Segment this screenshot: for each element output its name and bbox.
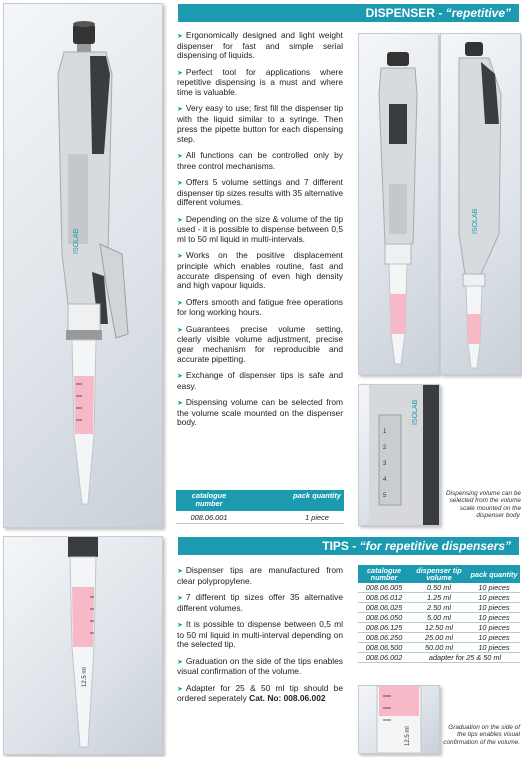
- feature-item: ➤ Adapter for 25 & 50 ml tip should be ordered seperately Cat. No: 008.06.002: [177, 682, 343, 704]
- feature-item: ➤ Offers 5 volume settings and 7 different dispenser tip sizes results with 35 alternative different volumes.: [177, 176, 343, 208]
- scale-mark: 2: [383, 445, 387, 451]
- graduation-illustration: [359, 686, 439, 753]
- dispenser-side-illustration: [441, 34, 520, 374]
- graduation-caption: Graduation on the side of the tips enables visual confirmation of the volume.: [443, 724, 520, 746]
- arrow-icon: ➤: [177, 179, 183, 187]
- adapter-catalogue-number: Cat. No: 008.06.002: [249, 693, 326, 704]
- tips-subtitle: “for repetitive dispensers”: [359, 539, 511, 553]
- table-row: 008.06.125 12.50 ml 10 pieces: [358, 622, 520, 632]
- dispenser-side-photo: [440, 33, 521, 375]
- volume-scale-caption: Dispensing volume can be selected from the volume scale mounted on the dispenser body.: [446, 490, 521, 520]
- feature-item: ➤ Works on the positive displacement principle which enables routine, fast and accurate dispensing of even high density and high vapour liquids.: [177, 250, 343, 291]
- table-row: 008.06.500 50.00 ml 10 pieces: [358, 643, 520, 653]
- dispenser-front-illustration: [359, 34, 438, 374]
- tip-volume-header: dispenser tip volume: [410, 565, 468, 583]
- feature-item: ➤ Depending on the size & volume of the tip used - it is possible to dispense between 0,5 ml to 50 ml liquid in multi-intervals.: [177, 213, 343, 244]
- tips-table-header: [358, 565, 520, 583]
- feature-item: ➤ It is possible to dispense between 0,5 ml to 50 ml liquid in multi-interval depending on the selected tip.: [177, 619, 343, 650]
- arrow-icon: ➤: [177, 253, 183, 261]
- scale-mark: 1: [383, 429, 387, 435]
- arrow-icon: ➤: [177, 568, 183, 575]
- table-row: 008.06.025 2.50 ml 10 pieces: [358, 602, 520, 612]
- dispenser-front-photo: [358, 33, 439, 375]
- adapter-row: 008.06.002 adapter for 25 & 50 ml: [358, 653, 520, 663]
- scale-mark: 5: [383, 493, 387, 499]
- arrow-icon: ➤: [177, 622, 183, 629]
- feature-item: ➤ Dispenser tips are manufactured from clear polypropylene.: [177, 565, 343, 586]
- arrow-icon: ➤: [177, 400, 183, 408]
- feature-item: ➤ Guarantees precise volume setting, clearly visible volume adjustment, precise gear mechanism for reproducible and accurate pipetting.: [177, 323, 343, 364]
- arrow-icon: ➤: [177, 33, 183, 40]
- catalogue-number: 008.06.001: [190, 513, 228, 522]
- arrow-icon: ➤: [177, 152, 183, 160]
- arrow-icon: ➤: [177, 216, 183, 224]
- feature-item: ➤ All functions can be controlled only by three control mechanisms.: [177, 149, 343, 171]
- tips-title: TIPS -: [322, 539, 360, 553]
- graduation-tip-label: 12.5 ml: [405, 726, 411, 746]
- arrow-icon: ➤: [177, 595, 183, 602]
- dispenser-title: DISPENSER -: [365, 6, 446, 20]
- tips-header: [178, 537, 519, 555]
- dispenser-illustration: [4, 4, 162, 527]
- arrow-icon: ➤: [177, 69, 183, 77]
- pack-quantity-header: pack quantity: [293, 491, 341, 500]
- pack-quantity: 1 piece: [305, 513, 329, 522]
- tip-volume-label: 12.5 ml: [82, 667, 88, 687]
- arrow-icon: ➤: [177, 373, 183, 381]
- table-row: 008.06.050 5.00 ml 10 pieces: [358, 612, 520, 622]
- side-brand-logo: ISOLAB: [472, 208, 479, 234]
- pack-quantity-header: pack quantity: [468, 565, 520, 583]
- graduation-photo: [358, 685, 440, 754]
- arrow-icon: ➤: [177, 299, 183, 307]
- tips-feature-list: [177, 566, 343, 711]
- scale-mark: 4: [383, 477, 387, 483]
- tip-photo: [3, 536, 163, 755]
- catalogue-number-header: catalogue number: [358, 565, 410, 583]
- feature-item: ➤ Exchange of dispenser tips is safe and easy.: [177, 370, 343, 391]
- arrow-icon: ➤: [177, 658, 183, 666]
- feature-item: ➤ Ergonomically designed and light weight dispenser for fast and simple serial dispensing of liquids.: [177, 30, 343, 61]
- dispenser-header: [178, 4, 519, 22]
- table-row: 008.06.250 25.00 ml 10 pieces: [358, 633, 520, 643]
- table-row: 008.06.012 1.25 ml 10 pieces: [358, 592, 520, 602]
- feature-item: ➤ Dispensing volume can be selected from the volume scale mounted on the dispenser body.: [177, 397, 343, 428]
- feature-item: ➤ 7 different tip sizes offer 35 alternative different volumes.: [177, 592, 343, 613]
- brand-logo: ISOLAB: [73, 228, 80, 254]
- feature-item: ➤ Graduation on the side of the tips enables visual confirmation of the volume.: [177, 655, 343, 677]
- scale-brand-logo: ISOLAB: [412, 399, 419, 425]
- dispenser-catalogue-header: [176, 490, 344, 511]
- dispenser-photo: [3, 3, 163, 528]
- dispenser-feature-list: [177, 31, 343, 435]
- arrow-icon: ➤: [177, 326, 183, 334]
- tip-illustration: [4, 537, 162, 754]
- table-row: 008.06.005 0.50 ml 10 pieces: [358, 583, 520, 593]
- scale-mark: 3: [383, 461, 387, 467]
- feature-item: ➤ Perfect tool for applications where repetitive dispensing is a must and where time is valuable.: [177, 66, 343, 98]
- volume-scale-illustration: [359, 385, 439, 525]
- catalogue-number-header: catalogue number: [191, 491, 227, 508]
- dispenser-subtitle: “repetitive”: [445, 6, 511, 20]
- arrow-icon: ➤: [177, 106, 183, 114]
- arrow-icon: ➤: [177, 685, 183, 693]
- volume-scale-photo: [358, 384, 440, 526]
- feature-item: ➤ Offers smooth and fatigue free operations for long working hours.: [177, 296, 343, 318]
- tips-table: [358, 565, 520, 663]
- feature-item: ➤ Very easy to use; first fill the dispenser tip with the liquid similar to a syringe. Then press the pipette button for each dispensing step.: [177, 103, 343, 144]
- dispenser-catalogue-row: [176, 513, 344, 524]
